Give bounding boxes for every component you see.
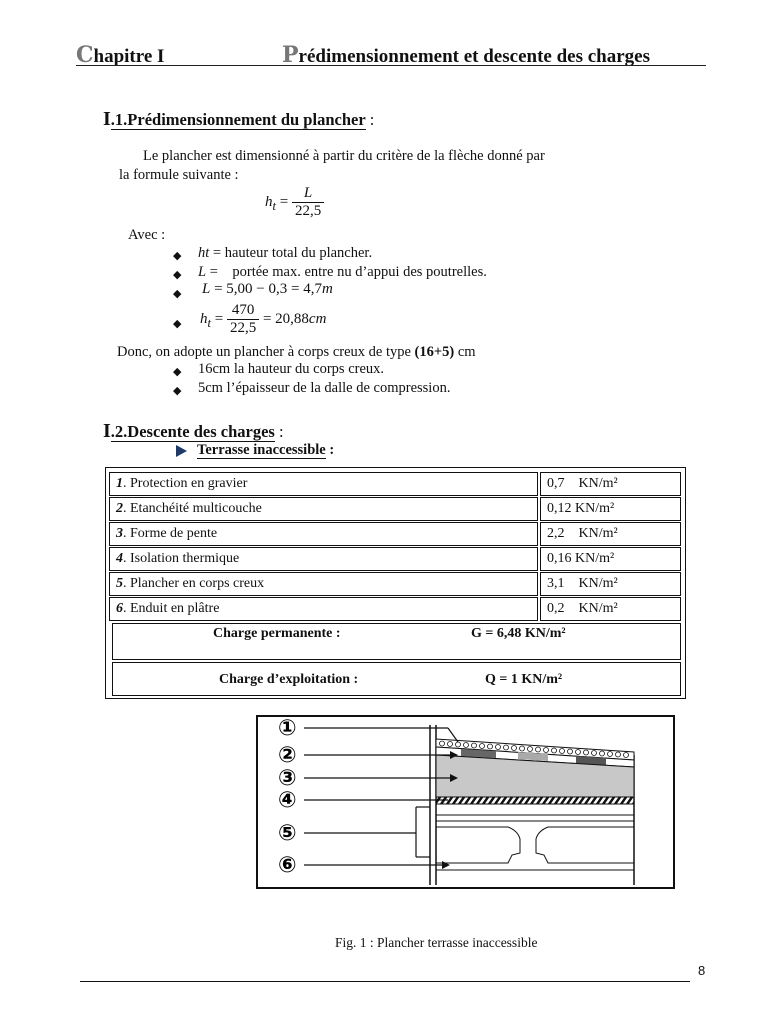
terrace-section-drawing [256, 715, 675, 889]
section2-roman: I [103, 420, 111, 442]
footer-rule [80, 981, 690, 982]
row-label: . Forme de pente [123, 526, 218, 541]
figure-caption: Fig. 1 : Plancher terrasse inaccessible [335, 935, 538, 950]
table-row-label [109, 547, 538, 571]
row-num: 6 [116, 601, 123, 616]
marker-1: ① [278, 716, 297, 741]
calc-ht-unit: cm [308, 310, 327, 327]
header-rule [76, 65, 706, 66]
marker-6: ⑥ [278, 853, 297, 878]
subtitle-colon: : [325, 442, 335, 458]
marker-3: ③ [278, 766, 297, 791]
section1-num: .1. [110, 110, 128, 129]
table-row-value [540, 572, 681, 596]
calc-ht-lhs-sub: t [207, 315, 211, 330]
section2-num: .2. [110, 422, 128, 441]
chapter-rest: hapitre I [93, 46, 165, 67]
bullet-diamond-icon: ◆ [173, 269, 182, 281]
row-label: . Enduit en plâtre [123, 601, 220, 616]
insulation-layer [436, 797, 634, 804]
charge-exploitation-label: Charge d’exploitation : [219, 672, 359, 687]
formula-lhs: h [265, 193, 273, 210]
calc-L-expr: = 5,00 − 0,3 = 4,7 [210, 281, 322, 297]
bullet-diamond-icon: ◆ [173, 250, 182, 262]
calc-L-unit: m [321, 281, 333, 297]
formula-numerator: L [303, 185, 313, 201]
bullet-diamond-icon: ◆ [173, 385, 182, 397]
bullet-ht-eq: = [209, 245, 225, 261]
table-row-label [109, 597, 538, 621]
page-number: 8 [698, 963, 706, 978]
section1-roman: I [103, 108, 111, 130]
calc-ht-result: = 20,88 [262, 310, 309, 327]
hollow-block [536, 827, 634, 863]
subtitle-terrasse [197, 442, 334, 459]
calc-L [202, 281, 333, 298]
calc-ht [200, 302, 326, 337]
row-label: . Etanchéité multicouche [123, 501, 262, 516]
row-num: 1 [116, 476, 123, 491]
bullet-ht-symbol: ht [198, 245, 210, 261]
calc-ht-fraction [227, 302, 259, 337]
marker-4: ④ [278, 788, 297, 813]
section1-colon: : [365, 110, 375, 129]
calc-L-symbol: L [202, 281, 211, 297]
avec-label: Avec : [128, 227, 166, 243]
section2-colon: : [274, 422, 284, 441]
charge-exploitation-row [112, 662, 681, 696]
table-row-value [540, 497, 681, 521]
row-value: 0,2 KN/m² [547, 601, 618, 616]
bullet-ht [198, 245, 372, 262]
marker-5: ⑤ [278, 821, 297, 846]
row-label: . Isolation thermique [123, 551, 240, 566]
row-label: . Protection en gravier [123, 476, 248, 491]
charge-permanente-value: G = 6,48 KN/m² [471, 626, 566, 641]
calc-ht-numerator: 470 [227, 302, 259, 320]
calc-ht-eq: = [214, 310, 224, 327]
row-value: 2,2 KN/m² [547, 526, 618, 541]
formula-fraction [292, 185, 324, 220]
bullet-16cm: 16cm la hauteur du corps creux. [198, 361, 385, 377]
section2-title-text: Descente des charges [127, 422, 275, 441]
charge-permanente-row [112, 623, 681, 660]
section1-title [103, 108, 374, 131]
bullet-diamond-icon: ◆ [173, 288, 182, 300]
donc-line [117, 344, 476, 361]
table-row-value [540, 547, 681, 571]
bullet-L-text: portée max. entre nu d’appui des poutrelles. [232, 264, 487, 280]
row-num: 4 [116, 551, 123, 566]
bullet-ht-text: hauteur total du plancher. [224, 245, 373, 261]
formula-eq: = [279, 193, 289, 210]
bullet-diamond-icon: ◆ [173, 366, 182, 378]
arrow-head-icon [442, 861, 450, 869]
row-value: 3,1 KN/m² [547, 576, 618, 591]
donc-unit: cm [454, 344, 476, 360]
bullet-L [198, 264, 487, 281]
calc-ht-denominator: 22,5 [229, 320, 257, 336]
formula-denominator: 22,5 [294, 203, 322, 219]
row-label: . Plancher en corps creux [123, 576, 265, 591]
intro-line-2: la formule suivante : [119, 167, 239, 183]
row-num: 5 [116, 576, 123, 591]
arrow-right-icon [176, 445, 187, 457]
chapter-initial: C [76, 42, 94, 68]
subtitle-text: Terrasse inaccessible [197, 442, 326, 458]
hollow-block [436, 827, 520, 863]
bullet-L-symbol: L [198, 264, 207, 280]
bullet-diamond-icon: ◆ [173, 318, 182, 330]
row-num: 2 [116, 501, 123, 516]
charge-permanente-label: Charge permanente : [213, 626, 341, 641]
calc-ht-lhs: h [200, 310, 208, 327]
row-num: 3 [116, 526, 123, 541]
donc-type: (16+5) [414, 344, 455, 360]
title-rest: rédimensionnement et descente des charges [298, 46, 650, 67]
row-value: 0,16 KN/m² [547, 551, 615, 566]
title-initial: P [282, 42, 299, 68]
table-row-label [109, 497, 538, 521]
section1-title-text: Prédimensionnement du plancher [127, 110, 366, 129]
bullet-5cm: 5cm l’épaisseur de la dalle de compression. [198, 380, 451, 396]
section2-title [103, 420, 284, 443]
table-row-label [109, 572, 538, 596]
table-row-value [540, 472, 681, 496]
charge-exploitation-value: Q = 1 KN/m² [485, 672, 563, 687]
table-row-label [109, 472, 538, 496]
formula-lhs-sub: t [272, 198, 276, 213]
formula-ht [265, 185, 324, 220]
row-value: 0,7 KN/m² [547, 476, 618, 491]
marker-2: ② [278, 743, 297, 768]
table-row-value [540, 522, 681, 546]
table-row-label [109, 522, 538, 546]
intro-line-1: Le plancher est dimensionné à partir du critère de la flèche donné par [143, 148, 545, 164]
bullet-L-eq: = [206, 264, 233, 280]
table-row-value [540, 597, 681, 621]
row-value: 0,12 KN/m² [547, 501, 615, 516]
donc-text: Donc, on adopte un plancher à corps creux de type [117, 344, 415, 360]
